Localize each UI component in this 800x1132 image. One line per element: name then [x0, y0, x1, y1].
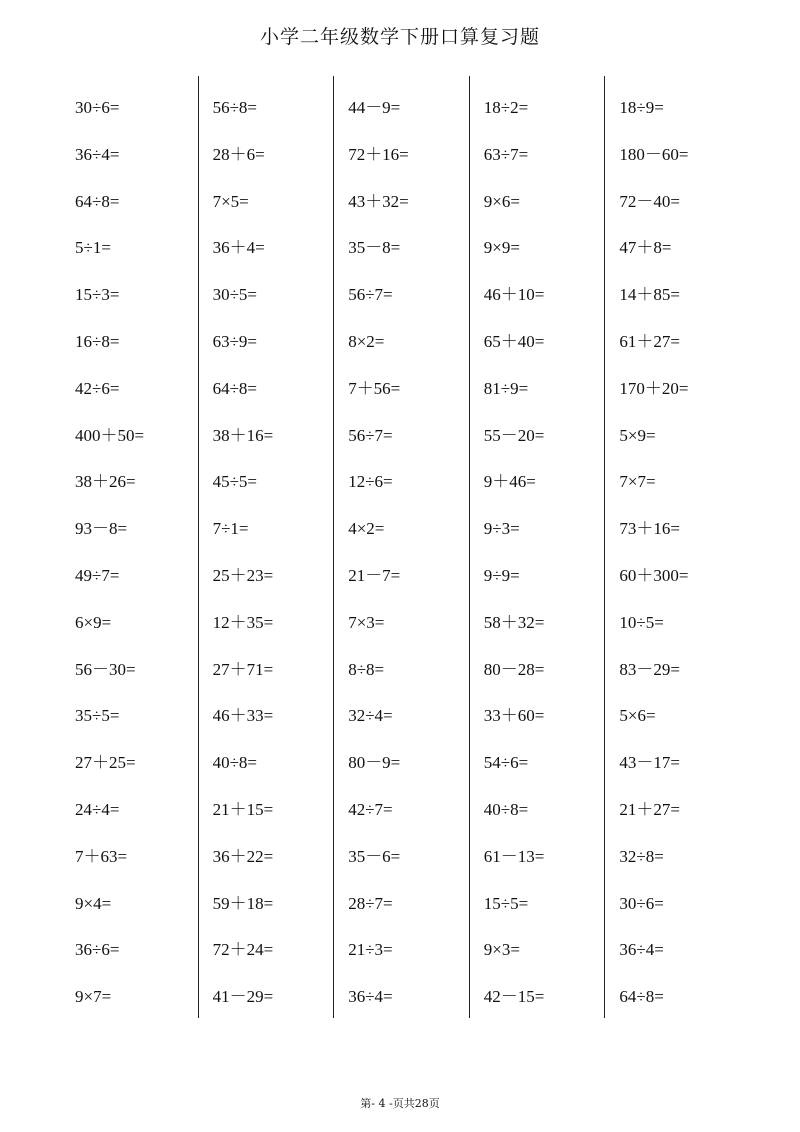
- exercise-item: 65＋40=: [483, 331, 545, 351]
- exercise-item: 6×9=: [75, 612, 112, 632]
- exercise-item: 170＋20=: [619, 378, 689, 398]
- exercise-column-3: [333, 76, 469, 1018]
- exercise-item: 60＋300=: [619, 565, 689, 585]
- exercise-item: 27＋25=: [75, 753, 136, 773]
- exercise-item: 42÷6=: [75, 378, 120, 398]
- exercise-item: 44－9=: [348, 98, 401, 117]
- exercise-item: 30÷6=: [75, 98, 120, 117]
- exercise-item: 28＋6=: [212, 144, 265, 164]
- exercise-item: 7÷1=: [212, 519, 249, 539]
- exercise-item: 9÷3=: [483, 519, 520, 539]
- exercise-item: 93－8=: [75, 519, 128, 539]
- exercise-item: 63÷9=: [212, 331, 258, 351]
- exercise-item: 40÷8=: [212, 753, 258, 773]
- exercise-item: 49÷7=: [75, 565, 120, 585]
- exercise-item: 61－13=: [483, 846, 545, 866]
- exercise-item: 16÷8=: [75, 331, 120, 351]
- exercise-item: 61＋27=: [619, 331, 680, 351]
- exercise-column-5: [604, 76, 740, 1018]
- exercise-item: 83－29=: [619, 659, 680, 679]
- exercise-item: 43＋32=: [348, 191, 409, 211]
- exercise-item: 36÷4=: [619, 940, 664, 960]
- exercise-item: 21÷3=: [348, 940, 393, 960]
- exercise-item: 8÷8=: [348, 659, 385, 679]
- exercise-item: 81÷9=: [483, 378, 529, 398]
- exercise-item: 9×6=: [483, 191, 520, 211]
- exercise-item: 36÷6=: [75, 940, 120, 960]
- exercise-item: 18÷2=: [483, 98, 529, 117]
- exercise-item: 46＋33=: [212, 706, 274, 726]
- exercise-item: 9＋46=: [483, 472, 536, 492]
- exercise-item: 10÷5=: [619, 612, 664, 632]
- exercise-item: 73＋16=: [619, 519, 680, 539]
- exercise-item: 5÷1=: [75, 238, 111, 258]
- exercise-item: 9×7=: [75, 987, 112, 1007]
- exercise-item: 33＋60=: [483, 706, 545, 726]
- exercise-item: 43－17=: [619, 753, 680, 773]
- exercise-item: 8×2=: [348, 331, 385, 351]
- exercise-item: 36＋22=: [212, 846, 274, 866]
- exercise-item: 72－40=: [619, 191, 680, 211]
- exercise-item: 55－20=: [483, 425, 545, 445]
- exercise-item: 32÷8=: [619, 846, 664, 866]
- exercise-item: 32÷4=: [348, 706, 393, 726]
- exercise-item: 14＋85=: [619, 285, 680, 305]
- exercise-item: 45÷5=: [212, 472, 258, 492]
- exercise-item: 38＋26=: [75, 472, 136, 492]
- exercise-column-4: [469, 76, 605, 1018]
- exercise-item: 63÷7=: [483, 144, 529, 164]
- exercise-item: 72＋24=: [212, 940, 274, 960]
- exercise-item: 180－60=: [619, 144, 689, 164]
- exercise-item: 35÷5=: [75, 706, 120, 726]
- exercise-item: 9÷9=: [483, 565, 520, 585]
- exercise-item: 36÷4=: [75, 144, 120, 164]
- exercise-item: 7＋56=: [348, 378, 401, 398]
- exercise-item: 80－28=: [483, 659, 545, 679]
- exercise-item: 58＋32=: [483, 612, 545, 632]
- exercise-item: 28÷7=: [348, 893, 393, 913]
- exercise-item: 41－29=: [212, 987, 274, 1007]
- exercise-item: 72＋16=: [348, 144, 409, 164]
- exercise-item: 25＋23=: [212, 565, 274, 585]
- exercise-item: 56÷7=: [348, 425, 393, 445]
- exercise-item: 30÷5=: [212, 285, 258, 305]
- exercise-item: 64÷8=: [75, 191, 120, 211]
- exercise-item: 64÷8=: [212, 378, 258, 398]
- exercise-item: 15÷3=: [75, 285, 120, 305]
- exercise-item: 35－6=: [348, 846, 401, 866]
- page-title: 小学二年级数学下册口算复习题: [259, 26, 540, 48]
- exercise-item: 5×9=: [619, 425, 656, 445]
- exercise-column-2: [198, 76, 334, 1018]
- exercise-item: 9×9=: [483, 238, 520, 258]
- exercise-item: 400＋50=: [75, 425, 145, 445]
- exercise-item: 64÷8=: [619, 987, 664, 1007]
- exercise-item: 9×3=: [483, 940, 520, 960]
- exercise-column-1: [62, 76, 198, 1018]
- exercise-item: 21＋27=: [619, 799, 680, 819]
- exercise-item: 18÷9=: [619, 98, 664, 117]
- exercise-grid: [62, 76, 740, 1018]
- exercise-item: 15÷5=: [483, 893, 529, 913]
- exercise-item: 36＋4=: [212, 238, 265, 258]
- exercise-item: 46＋10=: [483, 285, 545, 305]
- exercise-item: 56÷8=: [212, 98, 258, 117]
- exercise-item: 7＋63=: [75, 846, 128, 866]
- exercise-item: 21－7=: [348, 565, 401, 585]
- exercise-item: 21＋15=: [212, 799, 274, 819]
- exercise-item: 42－15=: [483, 987, 545, 1007]
- exercise-item: 7×7=: [619, 472, 656, 492]
- exercise-item: 30÷6=: [619, 893, 664, 913]
- exercise-item: 12÷6=: [348, 472, 393, 492]
- exercise-item: 5×6=: [619, 706, 656, 726]
- exercise-item: 59＋18=: [212, 893, 274, 913]
- exercise-item: 36÷4=: [348, 987, 393, 1007]
- exercise-item: 54÷6=: [483, 753, 529, 773]
- exercise-item: 40÷8=: [483, 799, 529, 819]
- exercise-item: 42÷7=: [348, 799, 393, 819]
- exercise-item: 7×3=: [348, 612, 385, 632]
- exercise-item: 56－30=: [75, 659, 136, 679]
- exercise-item: 47＋8=: [619, 238, 672, 258]
- exercise-item: 56÷7=: [348, 285, 393, 305]
- exercise-item: 7×5=: [212, 191, 249, 211]
- exercise-item: 4×2=: [348, 519, 385, 539]
- exercise-item: 12＋35=: [212, 612, 274, 632]
- exercise-item: 38＋16=: [212, 425, 274, 445]
- page-footer: 第- 4 -页共28页: [360, 1097, 440, 1110]
- exercise-item: 35－8=: [348, 238, 401, 258]
- exercise-item: 80－9=: [348, 753, 401, 773]
- exercise-item: 9×4=: [75, 893, 112, 913]
- exercise-item: 24÷4=: [75, 799, 120, 819]
- exercise-item: 27＋71=: [212, 659, 274, 679]
